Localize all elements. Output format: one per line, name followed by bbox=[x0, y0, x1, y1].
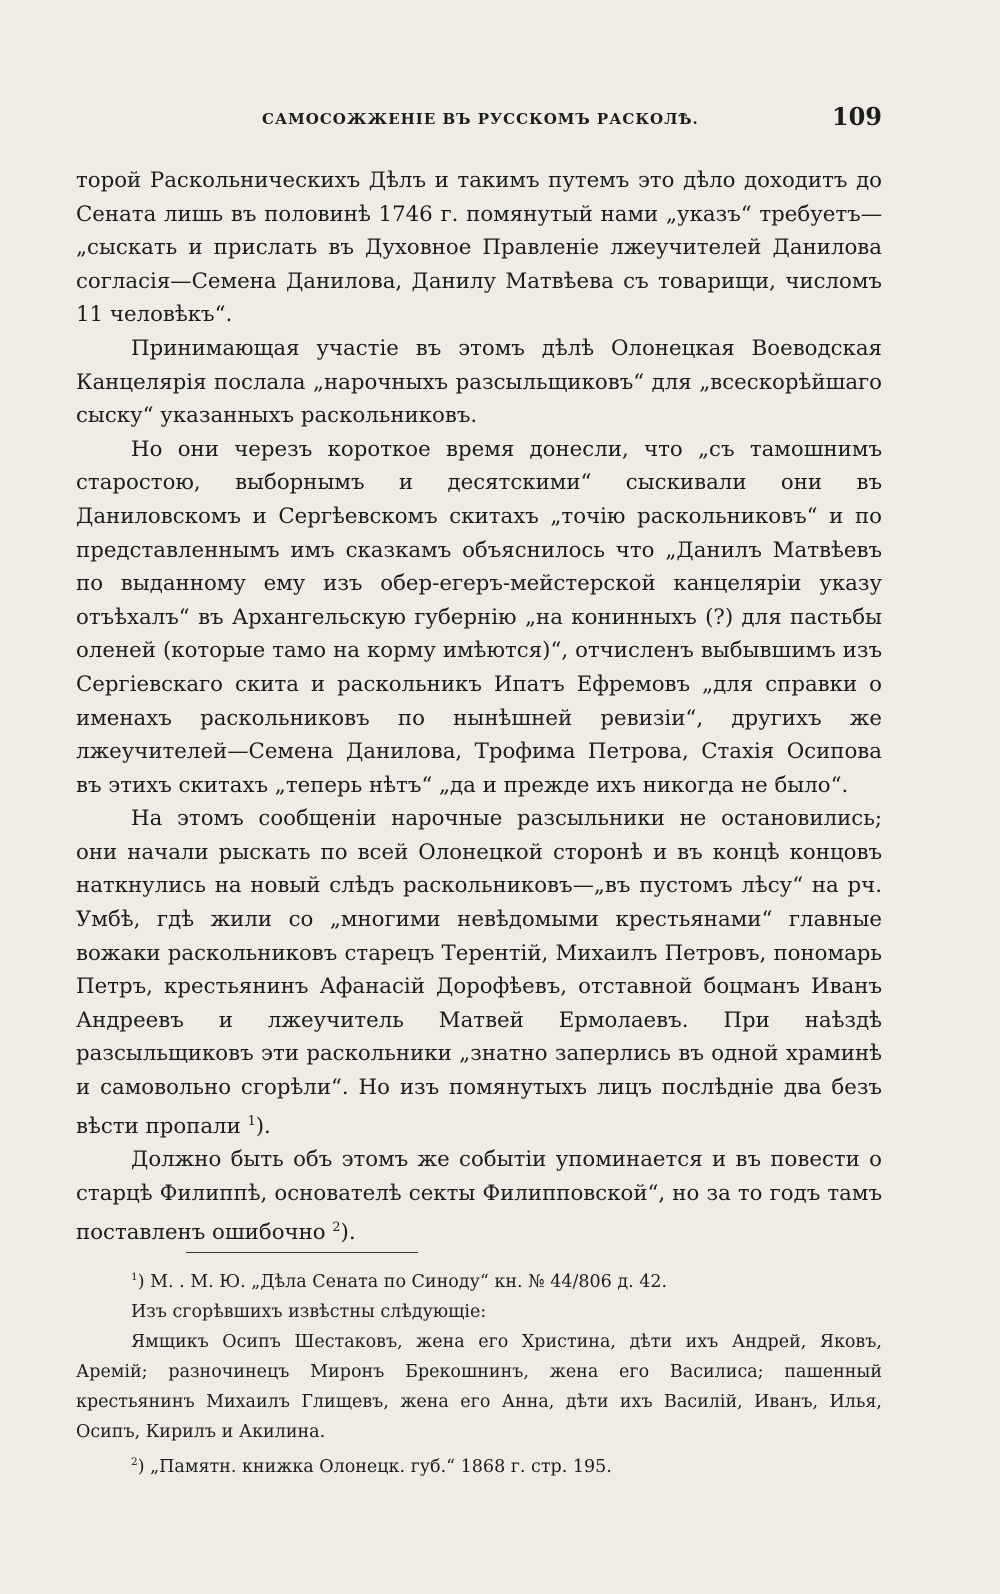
running-title: САМОСОЖЖЕНІЕ ВЪ РУССКОМЪ РАСКОЛѢ. bbox=[262, 110, 699, 128]
paragraph-4 bbox=[76, 802, 882, 1143]
footnote-ref-2[interactable]: 2 bbox=[332, 1219, 341, 1235]
footnote-2 bbox=[76, 1447, 882, 1482]
footnote-1-text: ) М. . М. Ю. „Дѣла Сената по Синоду“ кн. № 44/806 д. 42. bbox=[137, 1271, 668, 1292]
paragraph-2: Принимающая участіе въ этомъ дѣлѣ Олонецкая Воеводская Канцелярія послала „нарочныхъ разсыльщиковъ“ для „всескорѣйшаго сыску“ указанныхъ раскольниковъ. bbox=[76, 335, 882, 429]
paragraph-5 bbox=[76, 1143, 882, 1249]
footnote-1-list-title: Изъ сгорѣвшихъ извѣстны слѣдующіе: bbox=[131, 1301, 487, 1322]
footnote-1 bbox=[76, 1262, 882, 1297]
footnote-1-list: Ямщикъ Осипъ Шестаковъ, жена его Христина, дѣти ихъ Андрей, Яковъ, Аремій; разночинецъ Миронъ Брекошнинъ, жена его Василиса; пашенный крестьянинъ Михаилъ Глищевъ, жена его Анна, дѣти ихъ Василій, Иванъ, Илья, Осипъ, Кирилъ и Акилина. bbox=[76, 1331, 882, 1442]
paragraph-3: Но они черезъ короткое время донесли, что „съ тамошнимъ старостою, выборнымъ и десятскими“ сыскивали они въ Даниловскомъ и Сергѣевскомъ скитахъ „точію раскольниковъ“ и по представленнымъ имъ сказкамъ объяснилось что „Данилъ Матвѣевъ по выданному ему изъ обер-егеръ-мейстерской канцеляріи указу отъѣхалъ“ въ Архангельскую губернію „на конинныхъ (?) для пастьбы оленей (которые тамо на корму имѣются)“, отчисленъ выбывшимъ изъ Сергіевскаго скита и раскольникъ Ипатъ Ефремовъ „для справки о именахъ раскольниковъ по нынѣшней ревизіи“, другихъ же лжеучителей—Семена Данилова, Трофима Петрова, Стахія Осипова въ этихъ скитахъ „теперь нѣтъ“ „да и прежде ихъ никогда не было“. bbox=[76, 436, 882, 798]
footnote-ref-1[interactable]: 1 bbox=[247, 1113, 256, 1129]
paragraph-4-end: ). bbox=[255, 1113, 271, 1139]
footnotes bbox=[76, 1262, 882, 1482]
main-text bbox=[76, 164, 882, 1249]
footnote-divider bbox=[186, 1252, 418, 1253]
paragraph-5-text: Должно быть объ этомъ же событіи упоминается и въ повести о старцѣ Филиппѣ, основателѣ секты Филипповской“, но за то годъ тамъ поставленъ ошибочно bbox=[76, 1147, 882, 1245]
footnote-2-mark: 2 bbox=[131, 1455, 138, 1468]
page-number: 109 bbox=[831, 102, 882, 131]
paragraph-1: торой Раскольническихъ Дѣлъ и такимъ путемъ это дѣло доходитъ до Сената лишь въ половинѣ 1746 г. помянутый нами „указъ“ требуетъ— „сыскать и прислать въ Духовное Правленіе лжеучителей Данилова согласія—Семена Данилова, Данилу Матвѣева съ товарищи, числомъ 11 человѣкъ“. bbox=[76, 168, 882, 328]
paragraph-4-text: На этомъ сообщеніи нарочные разсыльники не остановились; они начали рыскать по всей Олонецкой сторонѣ и въ концѣ концовъ наткнулись на новый слѣдъ раскольниковъ—„въ пустомъ лѣсу“ на рч. Умбѣ, гдѣ жили со „многими невѣдомыми крестьянами“ главные вожаки раскольниковъ старецъ Терентій, Михаилъ Петровъ, пономарь Петръ, крестьянинъ Афанасій Дорофѣевъ, отставной боцманъ Иванъ Андреевъ и лжеучитель Матвей Ермолаевъ. При наѣздѣ разсыльщиковъ эти раскольники „знатно заперлись въ одной храминѣ и самовольно сгорѣли“. Но изъ помянутыхъ лицъ послѣдніе два безъ вѣсти пропали bbox=[76, 806, 882, 1139]
footnote-1-mark: 1 bbox=[131, 1271, 138, 1283]
footnote-2-text: ) „Памятн. книжка Олонецк. губ.“ 1868 г. стр. 195. bbox=[137, 1456, 612, 1477]
paragraph-5-end: ). bbox=[340, 1219, 356, 1245]
page-header bbox=[262, 100, 882, 140]
